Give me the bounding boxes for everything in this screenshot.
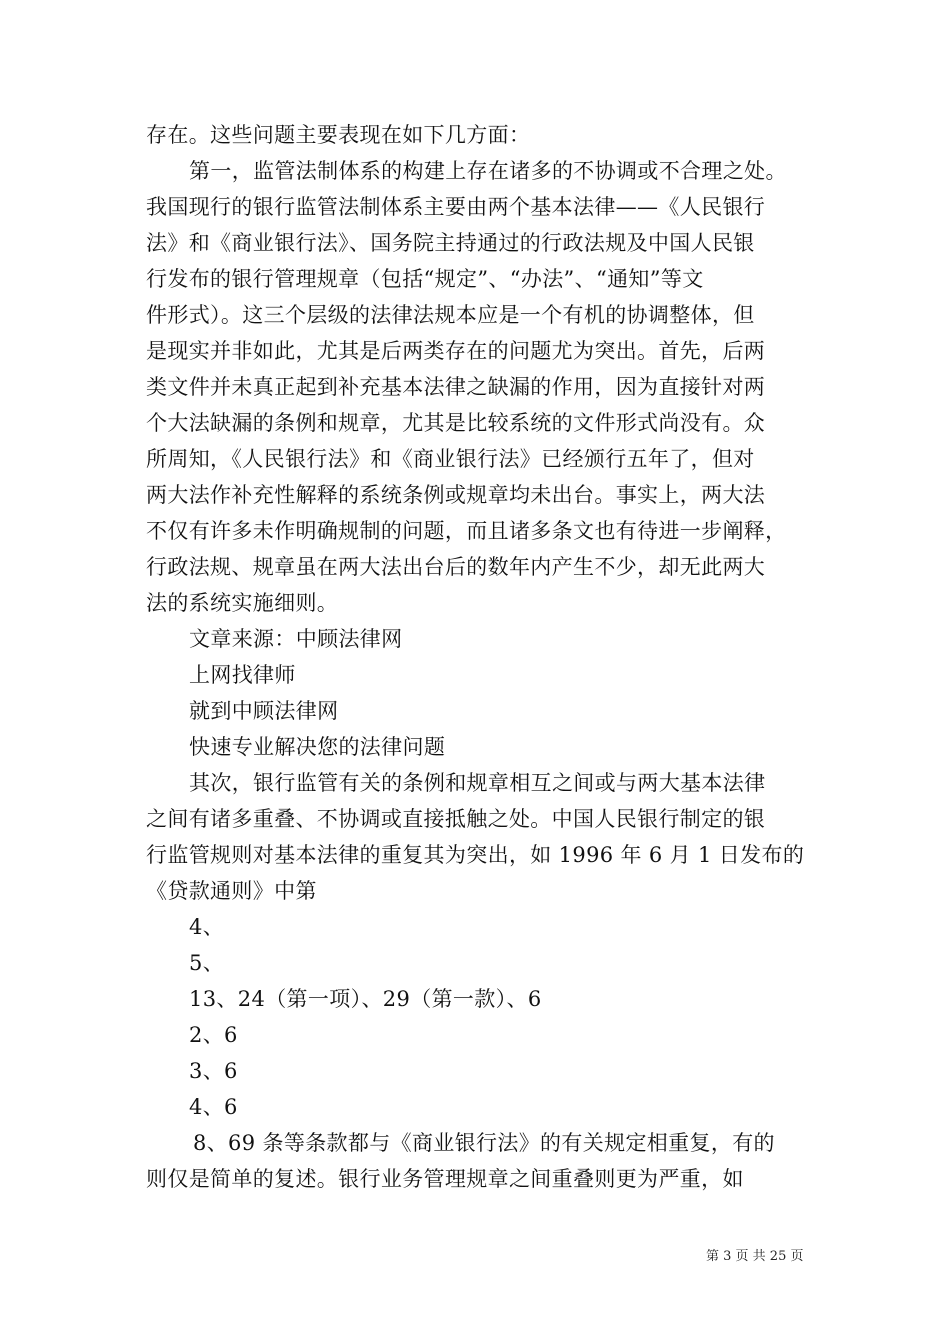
list-item: 4、6	[189, 1095, 238, 1119]
document-body	[146, 117, 818, 1197]
text-line: 第一，监管法制体系的构建上存在诸多的不协调或不合理之处。	[189, 159, 787, 183]
promo-line: 上网找律师	[189, 663, 296, 687]
text-line: 行政法规、规章虽在两大法出台后的数年内产生不少，却无此两大	[146, 555, 766, 579]
text-line: 类文件并未真正起到补充基本法律之缺漏的作用，因为直接针对两	[146, 375, 766, 399]
page-number: 第 3 页 共 25 页	[706, 1249, 804, 1264]
text-line: 法的系统实施细则。	[146, 591, 339, 615]
promo-line: 快速专业解决您的法律问题	[189, 735, 446, 759]
text-line: 《贷款通则》中第	[146, 879, 317, 903]
text-line: 两大法作补充性解释的系统条例或规章均未出台。事实上，两大法	[146, 483, 766, 507]
list-item: 3、6	[189, 1059, 238, 1083]
text-line: 8、69 条等条款都与《商业银行法》的有关规定相重复，有的	[193, 1131, 775, 1155]
text-line: 法》和《商业银行法》、国务院主持通过的行政法规及中国人民银	[146, 231, 755, 255]
text-line: 是现实并非如此，尤其是后两类存在的问题尤为突出。首先，后两	[146, 339, 766, 363]
text-line: 之间有诸多重叠、不协调或直接抵触之处。中国人民银行制定的银	[146, 807, 766, 831]
text-line: 所周知，《人民银行法》和《商业银行法》已经颁行五年了，但对	[146, 447, 755, 471]
text-line: 则仅是简单的复述。银行业务管理规章之间重叠则更为严重，如	[146, 1167, 744, 1191]
source-line: 文章来源：中顾法律网	[189, 627, 403, 651]
list-item: 4、	[189, 915, 225, 939]
text-line: 我国现行的银行监管法制体系主要由两个基本法律——《人民银行	[146, 195, 766, 219]
text-line: 个大法缺漏的条例和规章，尤其是比较系统的文件形式尚没有。众	[146, 411, 766, 435]
list-item: 2、6	[189, 1023, 238, 1047]
list-item: 5、	[189, 951, 225, 975]
text-line: 不仅有许多未作明确规制的问题，而且诸多条文也有待进一步阐释，	[146, 519, 787, 543]
text-line: 其次，银行监管有关的条例和规章相互之间或与两大基本法律	[189, 771, 766, 795]
text-line: 行监管规则对基本法律的重复其为突出，如 1996 年 6 月 1 日发布的	[146, 843, 805, 867]
promo-line: 就到中顾法律网	[189, 699, 339, 723]
list-item: 13、24（第一项）、29（第一款）、6	[189, 987, 542, 1011]
text-line: 行发布的银行管理规章（包括“规定”、“办法”、“通知”等文	[146, 267, 704, 291]
text-line: 件形式）。这三个层级的法律法规本应是一个有机的协调整体，但	[146, 303, 755, 327]
text-line: 存在。这些问题主要表现在如下几方面：	[146, 123, 531, 147]
